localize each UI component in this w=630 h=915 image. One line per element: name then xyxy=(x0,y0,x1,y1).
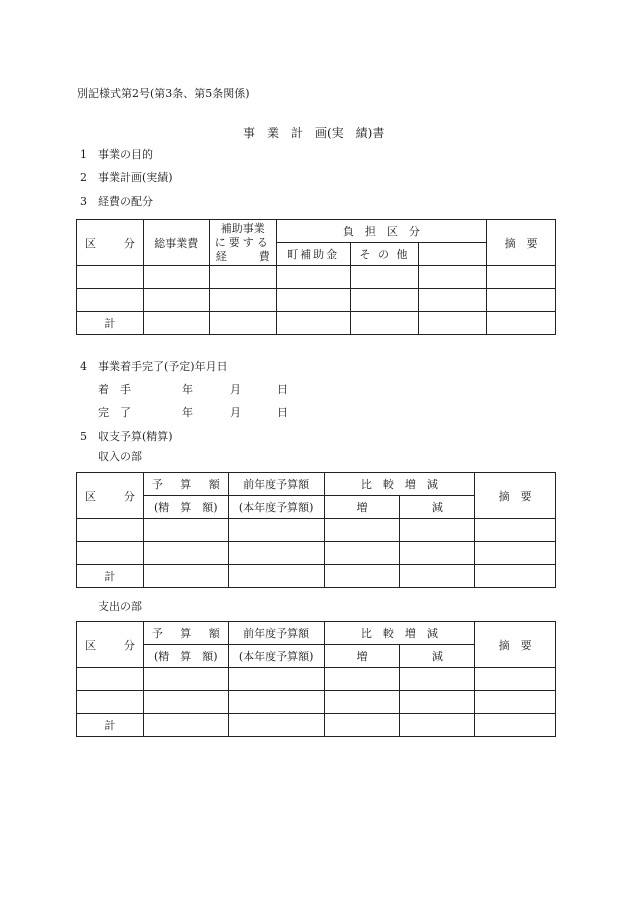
header-total-cost: 総事業費 xyxy=(143,220,209,266)
header-decrease: 減 xyxy=(400,645,475,668)
header-subsidy-cost: 補助事業 に要する 経 費 xyxy=(209,220,276,266)
total-label: 計 xyxy=(77,312,144,335)
document-title: 事 業 計 画(実 績)書 xyxy=(243,126,385,140)
expense-allocation-table xyxy=(76,219,556,335)
header-budget: 予 算 額 xyxy=(143,473,228,496)
section-5-heading: 5 収支予算(精算) xyxy=(80,430,173,443)
header-remarks: 摘 要 xyxy=(487,220,556,266)
finish-day: 日 xyxy=(277,406,288,419)
header-curr-budget: (本年度予算額) xyxy=(228,496,324,519)
expense-label: 支出の部 xyxy=(98,600,142,613)
total-row xyxy=(77,312,556,335)
header-kubun: 区 分 xyxy=(77,622,144,668)
header-town-subsidy: 町補助金 xyxy=(276,243,350,266)
header-comparison: 比 較 増 減 xyxy=(324,473,475,496)
table-row xyxy=(77,691,556,714)
header-decrease: 減 xyxy=(400,496,475,519)
table-row xyxy=(77,668,556,691)
total-row xyxy=(77,714,556,737)
header-prev-budget: 前年度予算額 xyxy=(228,473,324,496)
start-month: 月 xyxy=(230,383,241,396)
income-table xyxy=(76,472,556,588)
total-row xyxy=(77,565,556,588)
header-remarks: 摘 要 xyxy=(475,473,556,519)
income-label: 収入の部 xyxy=(98,450,142,463)
table-row xyxy=(77,289,556,312)
total-label: 計 xyxy=(77,565,144,588)
finish-month: 月 xyxy=(230,406,241,419)
start-day: 日 xyxy=(277,383,288,396)
finish-label: 完 了 xyxy=(98,406,131,419)
form-label: 別記様式第2号(第3条、第5条関係) xyxy=(77,87,250,100)
table-row xyxy=(77,519,556,542)
header-curr-budget: (本年度予算額) xyxy=(228,645,324,668)
header-blank xyxy=(419,243,487,266)
header-kubun: 区 分 xyxy=(77,220,144,266)
header-other: そ の 他 xyxy=(350,243,419,266)
table-row xyxy=(77,266,556,289)
total-label: 計 xyxy=(77,714,144,737)
section-4-heading: 4 事業着手完了(予定)年月日 xyxy=(80,360,228,373)
header-burden-category: 負 担 区 分 xyxy=(276,220,486,243)
header-settlement: (精 算 額) xyxy=(143,645,228,668)
start-label: 着 手 xyxy=(98,383,131,396)
section-1-heading: 1 事業の目的 xyxy=(80,148,153,161)
header-prev-budget: 前年度予算額 xyxy=(228,622,324,645)
header-kubun: 区 分 xyxy=(77,473,144,519)
expense-table xyxy=(76,621,556,737)
finish-year: 年 xyxy=(182,406,193,419)
header-increase: 増 xyxy=(324,645,400,668)
section-2-heading: 2 事業計画(実績) xyxy=(80,171,173,184)
section-3-heading: 3 経費の配分 xyxy=(80,195,153,208)
header-settlement: (精 算 額) xyxy=(143,496,228,519)
start-year: 年 xyxy=(182,383,193,396)
header-increase: 増 xyxy=(324,496,400,519)
header-budget: 予 算 額 xyxy=(143,622,228,645)
header-comparison: 比 較 増 減 xyxy=(324,622,475,645)
table-row xyxy=(77,542,556,565)
header-remarks: 摘 要 xyxy=(475,622,556,668)
